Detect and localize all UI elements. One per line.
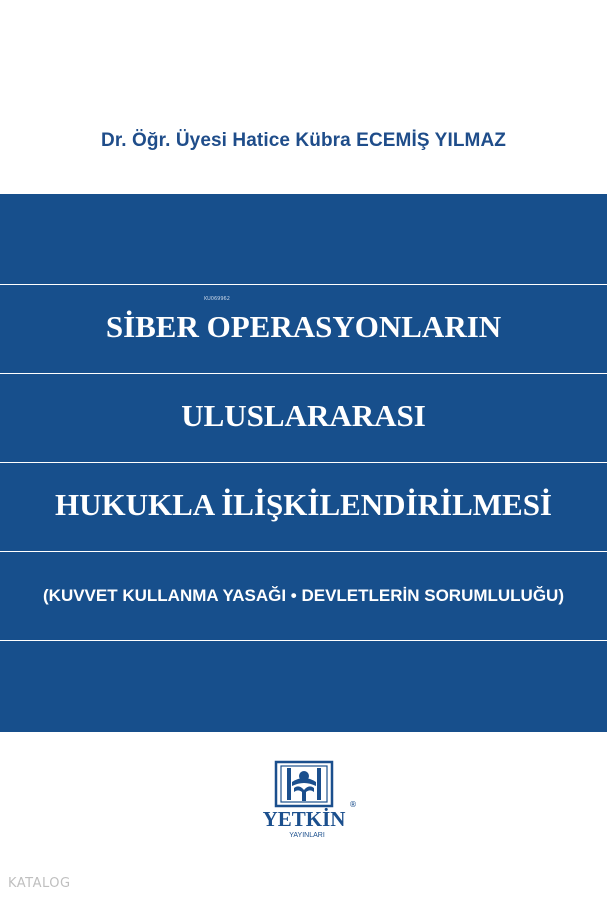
author-name: Dr. Öğr. Üyesi Hatice Kübra ECEMİŞ YILMAZ <box>101 130 506 151</box>
divider-line <box>0 462 607 463</box>
divider-line <box>0 284 607 285</box>
subtitle: (KUVVET KULLANMA YASAĞI • DEVLETLERİN SORUMLULUĞU) <box>43 586 564 605</box>
title-band <box>0 194 607 732</box>
publisher-tagline: YAYINLARI <box>289 832 325 839</box>
catalog-code: KU069962 <box>204 296 230 302</box>
title-line-1: SİBER OPERASYONLARIN <box>105 309 502 344</box>
registered-mark: ® <box>349 800 357 809</box>
publisher-name: YETKİN <box>262 807 346 831</box>
divider-line <box>0 640 607 641</box>
divider-line <box>0 551 607 552</box>
title-line-3: HUKUKLA İLİŞKİLENDİRİLMESİ <box>55 487 552 522</box>
divider-line <box>0 373 607 374</box>
publisher-logo <box>244 760 364 840</box>
title-line-2: ULUSLARARASI <box>181 398 426 433</box>
katalog-watermark: KATALOG <box>8 876 71 891</box>
